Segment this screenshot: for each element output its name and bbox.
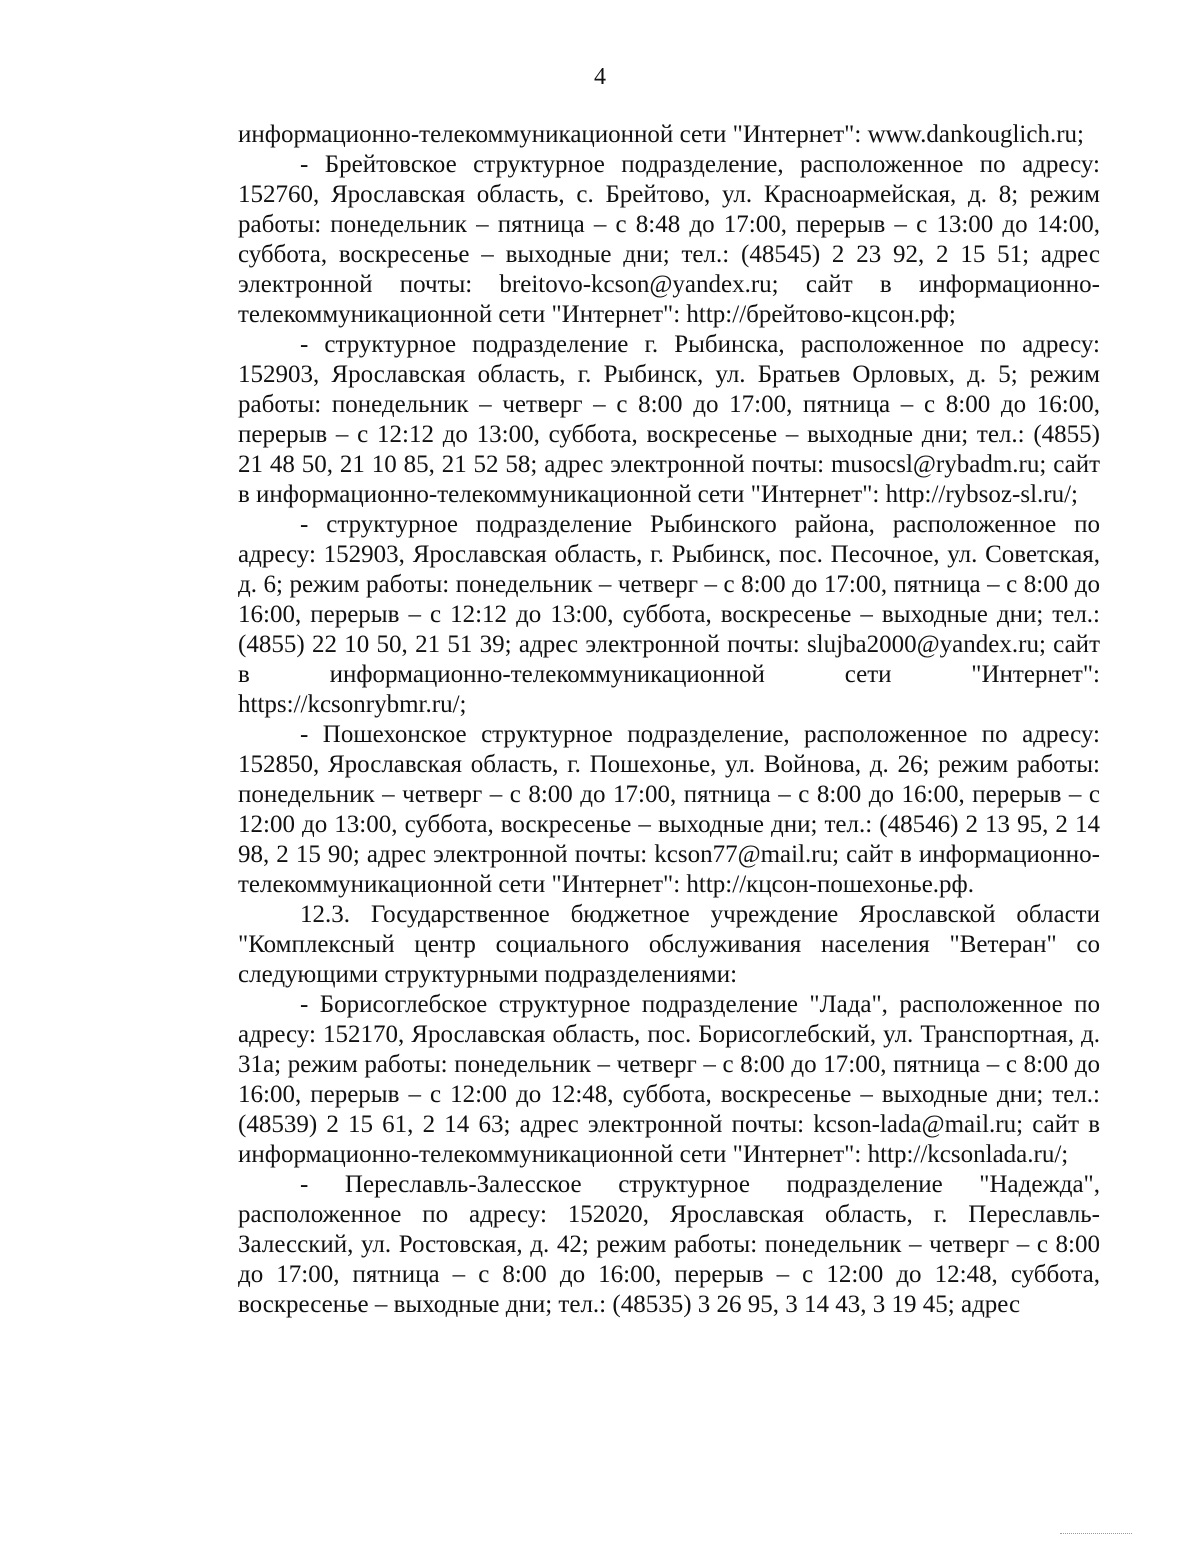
paragraph-rybinsk-city: - структурное подразделение г. Рыбинска, расположенное по адресу: 152903, Ярославская область, г. Рыбинск, ул. Братьев Орловых, д. 5; режим работы: понедельник – четверг – с 8:00 до 17:00, пятница – с 8:00 до 16:00, перерыв – с 12:12 до 13:00, суббота, воскресенье – выходные дни; тел.: (4855) 21 48 50, 21 10 85, 21 52 58; адрес электронной почты: musocsl@rybadm.ru; сайт в информационно-телекоммуникационной сети "Интернет": http://rybsoz-sl.ru/; [238, 331, 1100, 508]
paragraph-veteran-center: 12.3. Государственное бюджетное учреждение Ярославской области "Комплексный центр социального обслуживания населения "Ветеран" со следующими структурными подразделениями: [238, 901, 1100, 988]
scan-artifact-line [1060, 1533, 1132, 1535]
paragraph-website-continuation: информационно-телекоммуникационной сети "Интернет": www.dankouglich.ru; [238, 121, 1084, 148]
paragraph-pereslavl-nadezhda: - Переславль-Залесское структурное подразделение "Надежда", расположенное по адресу: 152020, Ярославская область, г. Переславль-Залесский, ул. Ростовская, д. 42; режим работы: понедельник – четверг – с 8:00 до 17:00, пятница – с 8:00 до 16:00, перерыв – с 12:00 до 12:48, суббота, воскресенье – выходные дни; тел.: (48535) 3 26 95, 3 14 43, 3 19 45; адрес [238, 1171, 1100, 1318]
paragraph-poshekhonye: - Пошехонское структурное подразделение, расположенное по адресу: 152850, Ярославская область, г. Пошехонье, ул. Войнова, д. 26; режим работы: понедельник – четверг – с 8:00 до 17:00, пятница – с 8:00 до 16:00, перерыв – с 12:00 до 13:00, суббота, воскресенье – выходные дни; тел.: (48546) 2 13 95, 2 14 98, 2 15 90; адрес электронной почты: kcson77@mail.ru; сайт в информационно-телекоммуникационной сети "Интернет": http://кцсон-пошехонье.рф. [238, 721, 1100, 898]
paragraph-rybinsk-district: - структурное подразделение Рыбинского района, расположенное по адресу: 152903, Ярославская область, г. Рыбинск, пос. Песочное, ул. Советская, д. 6; режим работы: понедельник – четверг – с 8:00 до 17:00, пятница – с 8:00 до 16:00, перерыв – с 12:12 до 13:00, суббота, воскресенье – выходные дни; тел.: (4855) 22 10 50, 21 51 39; адрес электронной почты: slujba2000@yandex.ru; сайт в информационно-телекоммуникационной сети "Интернет": https://kcsonrybmr.ru/; [238, 511, 1100, 718]
page-number: 4 [594, 64, 606, 90]
document-body [238, 120, 1100, 1320]
paragraph-borisoglebsky-lada: - Борисоглебское структурное подразделение "Лада", расположенное по адресу: 152170, Ярославская область, пос. Борисоглебский, ул. Транспортная, д. 31а; режим работы: понедельник – четверг – с 8:00 до 17:00, пятница – с 8:00 до 16:00, перерыв – с 12:00 до 12:48, суббота, воскресенье – выходные дни; тел.: (48539) 2 15 61, 2 14 63; адрес электронной почты: kcson-lada@mail.ru; сайт в информационно-телекоммуникационной сети "Интернет": http://kcsonlada.ru/; [238, 991, 1100, 1168]
paragraph-breitovo: - Брейтовское структурное подразделение, расположенное по адресу: 152760, Ярославская область, с. Брейтово, ул. Красноармейская, д. 8; режим работы: понедельник – пятница – с 8:48 до 17:00, перерыв – с 13:00 до 14:00, суббота, воскресенье – выходные дни; тел.: (48545) 2 23 92, 2 15 51; адрес электронной почты: breitovo-kcson@yandex.ru; сайт в информационно-телекоммуникационной сети "Интернет": http://брейтово-кцсон.рф; [238, 151, 1100, 328]
